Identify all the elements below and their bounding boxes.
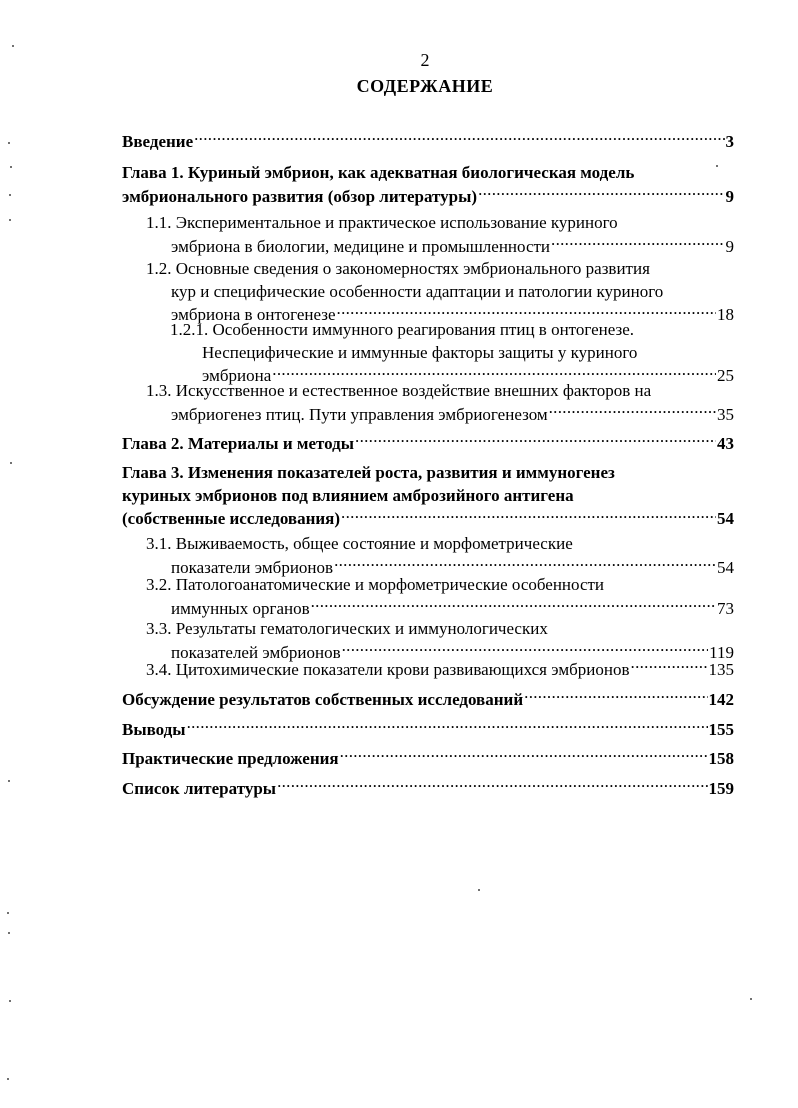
toc-entry-text: 3.1. Выживаемость, общее состояние и морфометрические	[146, 534, 573, 553]
toc-entry-text: 3.4. Цитохимические показатели крови развивающихся эмбрионов	[146, 660, 630, 679]
toc-page-number: 158	[708, 749, 734, 768]
dot-leader	[334, 556, 716, 573]
toc-entry-text: эмбриогенез птиц. Пути управления эмбриогенезом	[171, 404, 548, 424]
toc-entry-text: 3.2. Патологоанатомические и морфометрические особенности	[146, 575, 605, 594]
toc-entry-bibliography[interactable]	[122, 777, 734, 801]
scan-speck	[716, 165, 718, 167]
toc-entry-text: 3.3. Результаты гематологических и иммунологических	[146, 619, 548, 638]
toc-entry-text: показатели эмбрионов	[171, 557, 334, 577]
toc-entry-text: 1.3. Искусственное и естественное воздействие внешних факторов на	[146, 381, 652, 400]
page-title: СОДЕРЖАНИЕ	[356, 76, 494, 96]
scan-speck	[12, 45, 14, 47]
toc-page-number: 9	[725, 186, 734, 206]
toc-page-number: 73	[717, 598, 734, 618]
dot-leader	[311, 597, 716, 614]
toc-entry-section-3-4[interactable]	[146, 658, 734, 682]
toc-entry-conclusions[interactable]	[122, 718, 734, 742]
scan-speck	[750, 998, 752, 1000]
dot-leader	[187, 718, 708, 735]
toc-page-number: 25	[717, 366, 734, 386]
dot-leader	[342, 641, 709, 658]
toc-entry-text: 1.2. Основные сведения о закономерностях эмбрионального развития	[146, 259, 650, 278]
toc-entry-text: Глава 1. Куриный эмбрион, как адекватная биологическая модель	[122, 163, 635, 182]
toc-page-number: 9	[725, 236, 734, 256]
scan-speck	[10, 166, 12, 168]
scan-speck	[9, 1000, 11, 1002]
dot-leader	[337, 303, 716, 320]
toc-entry-section-1-2-1[interactable]	[170, 319, 734, 388]
toc-entry-text: 1.2.1. Особенности иммунного реагирования птиц в онтогенезе.	[170, 320, 635, 339]
toc-entry-text: показателей эмбрионов	[171, 642, 341, 662]
dot-leader	[549, 403, 716, 420]
toc-entry-discussion[interactable]	[122, 688, 734, 712]
page-number: 2	[420, 50, 430, 70]
dot-leader	[272, 364, 716, 381]
toc-page-number: 3	[725, 132, 734, 151]
scan-speck	[10, 462, 12, 464]
toc-entry-chapter-1[interactable]	[122, 162, 734, 208]
toc-entry-chapter-2[interactable]	[122, 432, 734, 456]
dot-leader	[341, 507, 716, 524]
toc-page-number: 18	[717, 305, 734, 325]
toc-page-number: 35	[717, 404, 734, 424]
toc-entry-practical-suggestions[interactable]	[122, 747, 734, 771]
dot-leader	[277, 777, 707, 794]
toc-page-number: 155	[708, 720, 734, 739]
toc-entry-section-1-1[interactable]	[146, 212, 734, 258]
scan-speck	[9, 194, 11, 196]
dot-leader	[340, 747, 708, 764]
toc-page-number: 54	[717, 509, 734, 529]
toc-entry-text: Практические предложения	[122, 749, 339, 768]
toc-entry-text: Глава 3. Изменения показателей роста, развития и иммуногенез	[122, 463, 615, 482]
dot-leader	[478, 185, 724, 202]
toc-page-number: 142	[708, 690, 734, 709]
toc-entry-text: кур и специфические особенности адаптации и патологии куриного	[171, 281, 664, 301]
toc-entry-text: эмбриона в биологии, медицине и промышленности	[171, 236, 551, 256]
toc-entry-section-3-1[interactable]	[146, 533, 734, 579]
toc-entry-section-1-2[interactable]	[146, 258, 734, 327]
scan-speck	[9, 219, 11, 221]
toc-page-number: 43	[717, 434, 734, 453]
toc-page-number: 135	[708, 660, 734, 679]
toc-entry-text: эмбриона в онтогенезе	[171, 305, 336, 325]
toc-entry-text: (собственные исследования)	[122, 509, 341, 529]
toc-entry-chapter-3[interactable]	[122, 462, 734, 531]
dot-leader	[524, 688, 707, 705]
toc-entry-text: Глава 2. Материалы и методы	[122, 434, 355, 453]
scan-speck	[8, 932, 10, 934]
dot-leader	[551, 235, 724, 252]
toc-entry-text: эмбриона	[202, 366, 272, 386]
scan-speck	[7, 1078, 9, 1080]
toc-entry-text: Неспецифические и иммунные факторы защиты у куриного	[202, 342, 638, 362]
dot-leader	[194, 130, 724, 147]
toc-entry-text: Введение	[122, 132, 194, 151]
scan-speck	[8, 142, 10, 144]
toc-page-number: 54	[717, 557, 734, 577]
toc-entry-text: Список литературы	[122, 779, 277, 798]
toc-entry-text: 1.1. Экспериментальное и практическое использование куриного	[146, 213, 618, 232]
scan-speck	[478, 889, 480, 891]
toc-entry-introduction[interactable]	[122, 130, 734, 154]
toc-page-number: 119	[709, 642, 734, 662]
scan-speck	[7, 912, 9, 914]
toc-entry-text: Выводы	[122, 720, 186, 739]
toc-entry-section-1-3[interactable]	[146, 380, 734, 426]
toc-page-number: 159	[708, 779, 734, 798]
toc-entry-text: Обсуждение результатов собственных исследований	[122, 690, 524, 709]
toc-entry-section-3-2[interactable]	[146, 574, 734, 620]
toc-entry-text: иммунных органов	[171, 598, 310, 618]
dot-leader	[631, 658, 708, 675]
toc-entry-text: куриных эмбрионов под влиянием амброзийного антигена	[122, 485, 574, 505]
dot-leader	[355, 432, 716, 449]
scan-speck	[8, 780, 10, 782]
toc-entry-text: эмбрионального развития (обзор литературы)	[122, 186, 478, 206]
